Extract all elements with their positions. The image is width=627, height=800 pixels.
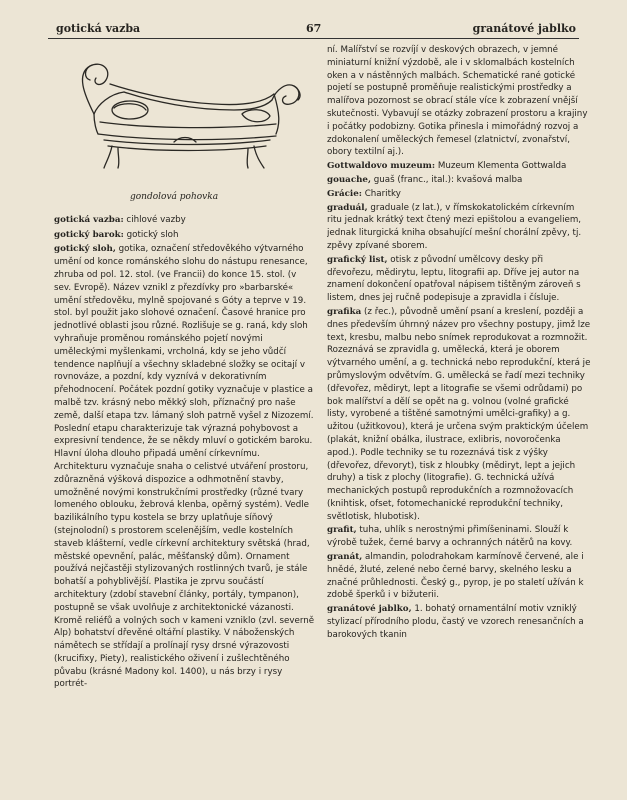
entry-text: 1. bohatý ornamentální motiv vzniklý stylizací přírodního plodu, častý ve vzorech renesančních a barokových tkanin [327,604,584,640]
running-header [44,22,582,38]
left-entries [54,214,316,691]
page-number: 67 [306,22,322,35]
entry-headword: gotický sloh, [54,244,116,255]
entry-text: almandin, polodrahokam karmínově červené, ale i hnědé, žluté, zelené nebo černé barvy, skelného lesku a značné průhlednosti. Český g., pyrop, je po staletí užíván k zdobě šperků i v bižuterii. [327,552,584,601]
entry-text: graduale (z lat.), v římskokatolickém církevním ritu jednak krátký text čtený mezi epištolou a evangeliem, jednak liturgická kniha obsahující mešní chorální zpěvy, tj. zpěvy zpívané sborem. [327,202,582,251]
entry-headword: gouache, [327,174,371,185]
header-right-term: granátové jablko [472,22,576,35]
header-rule [48,38,579,39]
sofa-illustration [54,44,316,187]
entry-graphite [327,524,591,550]
entry-graces [327,188,591,201]
entry-headword: granát, [327,552,363,563]
entry-headword: gotický barok: [54,229,124,240]
entry-headword: gotická vazba: [54,214,124,225]
entry-gothic-baroque [54,229,316,242]
entry-headword: Gottwaldovo muzeum: [327,161,436,172]
entry-text: Charitky [361,188,401,199]
entry-graphic-sheet [327,254,591,305]
entry-headword: Grácie: [327,188,362,199]
entry-text: gotika, označení středověkého výtvarného umění od konce románského slohu do nástupu renesance, zhruba od pol. 12. stol. (ve Francii) do konce 15. stol. (v sev. Evropě). Název vznikl z přezdívky pro »barbarské« umění středověku, mylně spojované s Góty a teprve v 19. stol. byl použit jako slohové označení. Časové hranice pro jednotlivé oblasti jsou různé. Rozlišuje se g. raná, kdy sloh vyhraňuje proměnou románského pojetí novými uměleckými myšlenkami, vrcholná, kdy se jeho vůdčí tendence naplňují a všechny skladebné složky se ocitají v rovnováze, a pozdní, kdy vyznívá v dekorativním přehodnocení. Počátek pozdní gotiky vyznačuje v plastice a malbě tzv. krásný nebo měkký sloh, příznačný pro naše země, další etapa tzv. lámaný sloh patrně vyšel z Nizozemí. Poslední etapu charakterizuje tak výrazná pohybovost a expresivní tendence, že se někdy mluví o gotickém baroku. Hlavní úloha dlouho připadá umění církevnímu. Architekturu vyznačuje snaha o celistvé utváření prostoru, zdůrazněná výšková dispozice a odhmotnění stavby, umožněné novými konstrukčními prostředky (různé tvary lomeného oblouku, žebrová klenba, opěrný systém). Vedle bazilikálního typu kostela se brzy uplatňuje síňový (stejnolodní) s prostorem scelenějším, vedle kostelních staveb klášterní, vedle církevní architektury světská (hrad, městské opevnění, palác, měšťanský dům). Ornament používá nejčastěji stylizovaných rostlinných tvarů, je stále bohatší a pohyblivější. Plastika je zprvu součástí architektury (zdobí stavební články, portály, tympanon), postupně se však uvolňuje z architektonické vázanosti. Kromě reliéfů a volných soch v kameni vzniklo (zvl. severně Alp) bohatství dřevěné oltářní plastiky. V náboženských námětech se střídají a prolínají rysy drsné výrazovosti (krucifixy, Piety), realistického oživení i zušlechtěného půvabu (krásné Madony kol. 1400), u nás brzy i rysy portrét- [54,244,315,690]
entry-gouache [327,174,591,187]
entry-text: tuha, uhlík s nerostnými přimíšeninami. Slouží k výrobě tužek, černé barvy a ochranných nátěrů na kovy. [327,525,573,549]
entry-text: gotický sloh [123,229,179,240]
entry-text: guaš (franc., ital.): kvašová malba [370,174,523,185]
entry-gradual [327,202,591,253]
entry-gothic-style [54,243,316,691]
entry-headword: grafit, [327,525,357,536]
illustration-caption: gondolová pohovka [130,192,219,202]
left-column [54,44,316,784]
entry-pomegranate [327,603,591,641]
entry-text: (z řec.), původně umění psaní a kreslení, později a dnes především úhrnný název pro všechny postupy, jimž lze text, kresbu, malbu nebo snímek reprodukovat a rozmnožit. Rozeznává se zpravidla g. umělecká, která je oborem výtvarného umění, a g. technická nebo reprodukční, která je průmyslovým odvětvím. G. umělecká se řadí mezi techniky (dřevořez, mědiryt, lept a litografie se všemi odrůdami) po bok malířství a dělí se opět na g. volnou (volné grafické listy, vyrobené a tištěné samotnými umělci-grafiky) a g. užitou (užitkovou), která je určena svým praktickým účelem (plakát, knižní obálka, ilustrace, exlibris, novoročenka apod.). Podle techniky se tu rozeznává tisk z výšky (dřevořez, dřevoryt), tisk z hloubky (mědiryt, lept a jejich druhy) a tisk z plochy (litografie). G. technická užívá mechanických postupů reprodukčních a rozmnožovacích (knihtisk, ofset, fotomechanické reprodukční techniky, světlotisk, hlubotisk). [327,306,591,522]
entry-headword: graduál, [327,202,368,213]
entry-headword: granátové jablko, [327,604,412,615]
entry-text: ní. Malířství se rozvíjí v deskových obrazech, v jemné miniaturní knižní výzdobě, ale i v sklomalbách kostelních oken a v nástěnných malbách. Schematické rané gotické pojetí se postupně proměňuje realistickými prostředky a malířova pozornost se obrací stále více k zobrazení vnější skutečnosti. Vybavují se otázky zobrazení prostoru a krajiny i počátky podobizny. Gotika přinesla i mimořádný rozvoj a zdokonalení uměleckých řemesel (zlatnictví, zvonařství, obory textilní aj.). [327,45,588,158]
entry-text: cihlové vazby [123,214,186,225]
gondola-sofa-drawing [54,44,316,187]
header-left-term: gotická vazba [56,22,141,35]
right-column [327,44,591,784]
entry-text: otisk z původní umělcovy desky při dřevořezu, mědirytu, leptu, litografii ap. Dříve jej autor na znamení dokončení opatřoval nápisem tištěným zároveň s listem, dnes jej ručně podepisuje a zpravidla i čísluje. [327,254,581,304]
entry-headword: grafický list, [327,254,388,265]
entry-graphics [327,306,591,524]
entry-text: Muzeum Klementa Gottwalda [435,161,567,172]
entry-continuation [327,44,591,159]
entry-garnet [327,551,591,602]
entry-gottwald-museum [327,160,591,173]
entry-gothic-bond [54,214,316,227]
entry-headword: grafika [327,306,362,317]
